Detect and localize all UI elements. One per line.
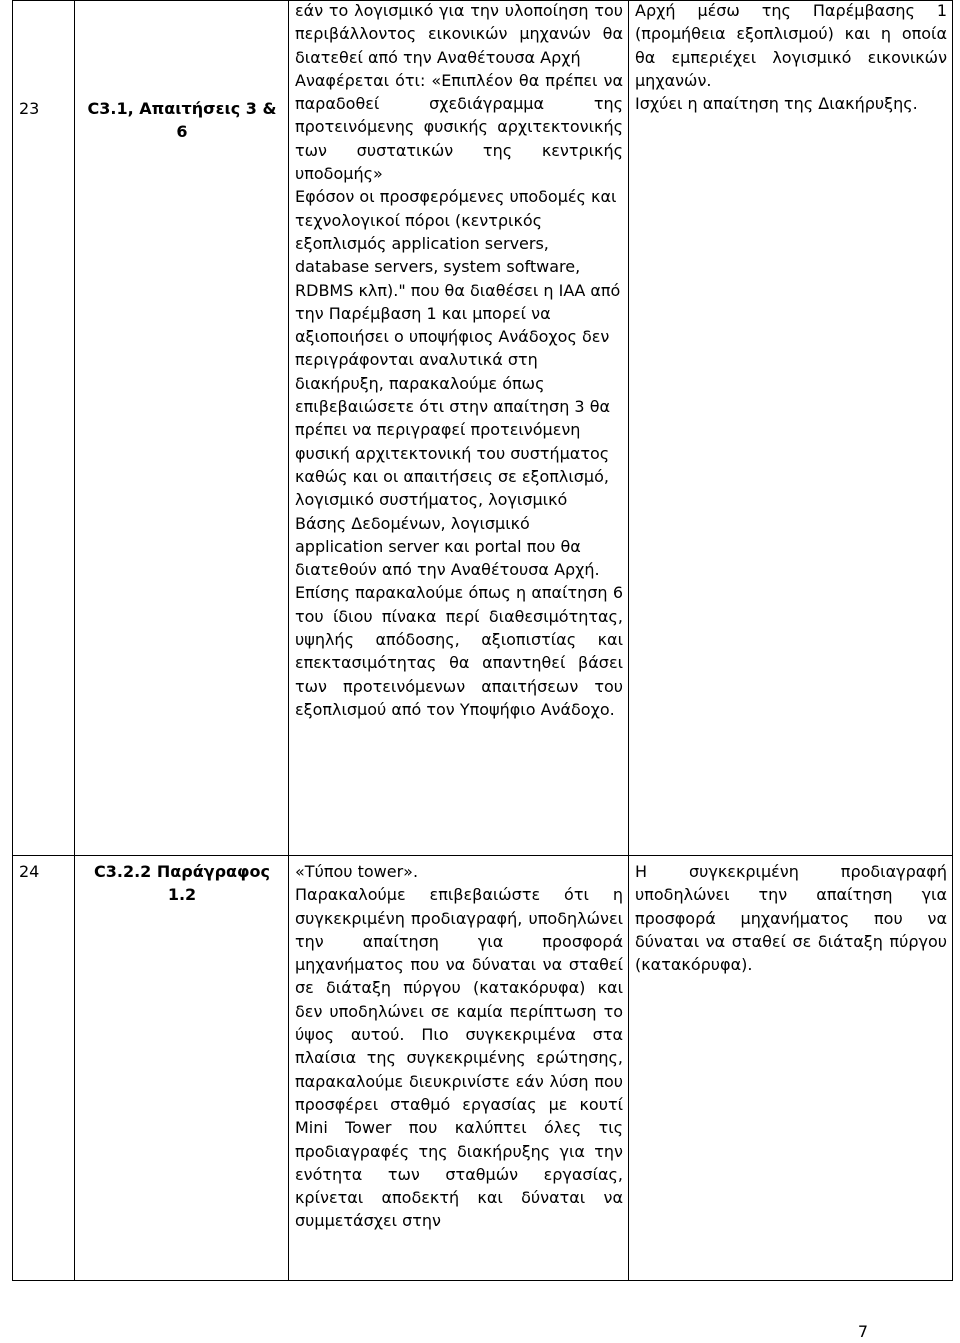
row-number-cell	[13, 856, 75, 1281]
reference-text: C3.2.2 Παράγραφος 1.2	[93, 862, 271, 905]
reference-cell	[75, 856, 289, 1281]
answer-text: Η συγκεκριμένη προδιαγραφή υποδηλώνει την απαίτηση για προσφορά μηχανήματος που να δύναται να σταθεί σε διάταξη πύργου (κατακόρυφα).	[635, 862, 947, 975]
question-cell	[289, 1, 629, 856]
reference-cell	[75, 1, 289, 856]
question-paragraph: Παρακαλούμε επιβεβαιώστε ότι η συγκεκριμένη προδιαγραφή, υποδηλώνει την απαίτηση για προσφορά μηχανήματος που να δύναται να σταθεί σε διάταξη πύργου (κατακόρυφα) και δεν υποδηλώνει σε καμία περίπτωση το ύψος αυτού. Πιο συγκεκριμένα στα πλαίσια της συγκεκριμένης ερώτησης, παρακαλούμε διευκρινίστε εάν λύση που προσφέρει σταθμό εργασίας με κουτί Mini Tower που καλύπτει όλες τις προδιαγραφές της διακήρυξης για την ενότητα των σταθμών εργασίας, κρίνεται αποδεκτή και δύναται να συμμετάσχει στην	[295, 885, 623, 1231]
table-row	[13, 1, 953, 856]
answer-cell	[629, 1, 953, 856]
answer-cell	[629, 856, 953, 1281]
reference-text: C3.1, Απαιτήσεις 3 & 6	[87, 99, 277, 142]
row-number-cell	[13, 1, 75, 856]
question-paragraph: «Τύπου tower».	[295, 862, 419, 881]
table-row	[13, 856, 953, 1281]
answer-text: Ισχύει η απαίτηση της Διακήρυξης.	[635, 94, 918, 114]
question-cell	[289, 856, 629, 1281]
question-paragraph: Εφόσον οι προσφερόμενες υποδομές και τεχνολογικοί πόροι (κεντρικός εξοπλισμός application servers, database servers, system software, RDBMS κλπ)." που θα διαθέσει η ΙΑΑ από την Παρέμβαση 1 και μπορεί να αξιοποιήσει ο υποψήφιος Ανάδοχος δεν περιγράφονται αναλυτικά στη διακήρυξη, παρακαλούμε όπως επιβεβαιώσετε ότι στην απαίτηση 3 θα πρέπει να περιγραφεί προτεινόμενη φυσική αρχιτεκτονική του συστήματος καθώς και οι απαιτήσεις σε εξοπλισμό, λογισμικό συστήματος, λογισμικό Βάσης Δεδομένων, λογισμικό application server και portal που θα διατεθούν από την Αναθέτουσα Αρχή.	[295, 187, 621, 580]
question-paragraph: Αναφέρεται ότι: «Επιπλέον θα πρέπει να παραδοθεί σχεδιάγραμμα της προτεινόμενης φυσικής αρχιτεκτονικής των συστατικών της κεντρικής υποδομής»	[295, 70, 623, 184]
row-number: 24	[19, 862, 40, 881]
question-intro: εάν το λογισμικό για την υλοποίηση του περιβάλλοντος εικονικών μηχανών θα διατεθεί από την Αναθέτουσα Αρχή	[295, 1, 623, 67]
question-paragraph: Επίσης παρακαλούμε όπως η απαίτηση 6 του ίδιου πίνακα περί διαθεσιμότητας, υψηλής απόδοσης, αξιοπιστίας και επεκτασιμότητας θα απαντηθεί βάσει των προτεινόμενων απαιτήσεων του εξοπλισμού από τον Υποψήφιο Ανάδοχο.	[295, 583, 623, 719]
answer-intro: Αρχή μέσω της Παρέμβασης 1 (προμήθεια εξοπλισμού) και η οποία θα εμπεριέχει λογισμικό εικονικών μηχανών.	[635, 1, 947, 90]
page-number: 7	[857, 1322, 868, 1341]
row-number: 23	[19, 99, 40, 118]
clarifications-table	[12, 0, 953, 1281]
